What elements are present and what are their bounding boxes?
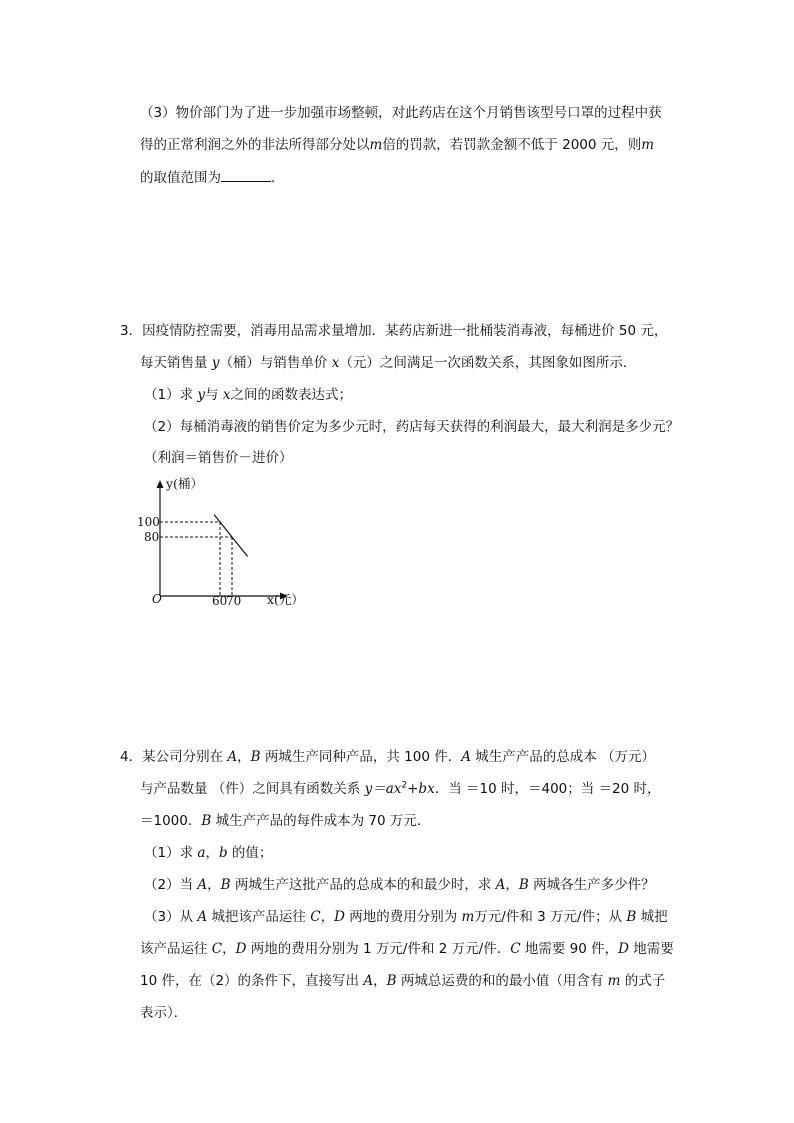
p2-q3-line3: 的取值范围为 . xyxy=(140,170,276,186)
q3-line1: 3．因疫情防控需要，消毒用品需求量增加．某药店新进一批桶装消毒液，每桶进价 50 元， xyxy=(120,323,668,339)
q4-sub3-line4: 表示）． xyxy=(140,1005,188,1021)
q3-graph xyxy=(130,476,320,611)
q4-sub2: （2）当 A，B 两城生产这批产品的总成本的和最少时，求 A，B 两城各生产多少件？ xyxy=(144,877,655,893)
q4-sub3-line2: 该产品运往 C，D 两地的费用分别为 1 万元/件和 2 万元/件．C 地需要 90 件，D 地需要 xyxy=(140,941,674,957)
q4-line1: 4．某公司分别在 A，B 两城生产同种产品，共 100 件．A 城生产产品的总成本 （万元） xyxy=(120,749,656,765)
q4-sub1: （1）求 a，b 的值； xyxy=(144,845,273,861)
function-line xyxy=(214,515,248,557)
y-tick-100: 100 xyxy=(137,515,160,529)
origin-label: O xyxy=(152,592,162,606)
x-tick-70: 70 xyxy=(226,594,242,608)
y-tick-80: 80 xyxy=(144,530,160,544)
x-tick-60: 60 xyxy=(212,594,228,608)
p2-q3-line1: （3）物价部门为了进一步加强市场整顿，对此药店在这个月销售该型号口罩的过程中获 xyxy=(140,105,662,121)
q3-line2: 每天销售量 y（桶）与销售单价 x（元）之间满足一次函数关系，其图象如图所示． xyxy=(140,355,637,371)
q3-sub2: （2）每桶消毒液的销售价定为多少元时，药店每天获得的利润最大，最大利润是多少元？ xyxy=(144,419,680,435)
graph-marks xyxy=(160,515,248,597)
q3-sub1: （1）求 y与 x之间的函数表达式； xyxy=(144,387,352,403)
q4-line3: ＝1000．B 城生产产品的每件成本为 70 万元． xyxy=(140,813,431,829)
y-axis-label: y(桶） xyxy=(166,476,203,491)
p2-q3-line2: 得的正常利润之外的非法所得部分处以m倍的罚款，若罚款金额不低于 2000 元，则m xyxy=(140,137,655,153)
q4-sub3-line3: 10 件，在（2）的条件下，直接写出 A，B 两城总运费的和的最小值（用含有 m 的式子 xyxy=(140,973,666,989)
y-axis-arrow xyxy=(157,480,164,488)
answer-blank[interactable] xyxy=(221,168,271,182)
q4-line2: 与产品数量 （件）之间具有函数关系 $y=ax^2+bx$．当 ＝10 时，＝400；当 ＝20 时， xyxy=(140,780,661,797)
x-axis-label: x(元） xyxy=(267,592,304,607)
q3-sub-note: （利润＝销售价－进价） xyxy=(144,450,293,466)
q4-sub3-line1: （3）从 A 城把该产品运往 C，D 两地的费用分别为 m万元/件和 3 万元/件；从 B 城把 xyxy=(144,909,668,925)
